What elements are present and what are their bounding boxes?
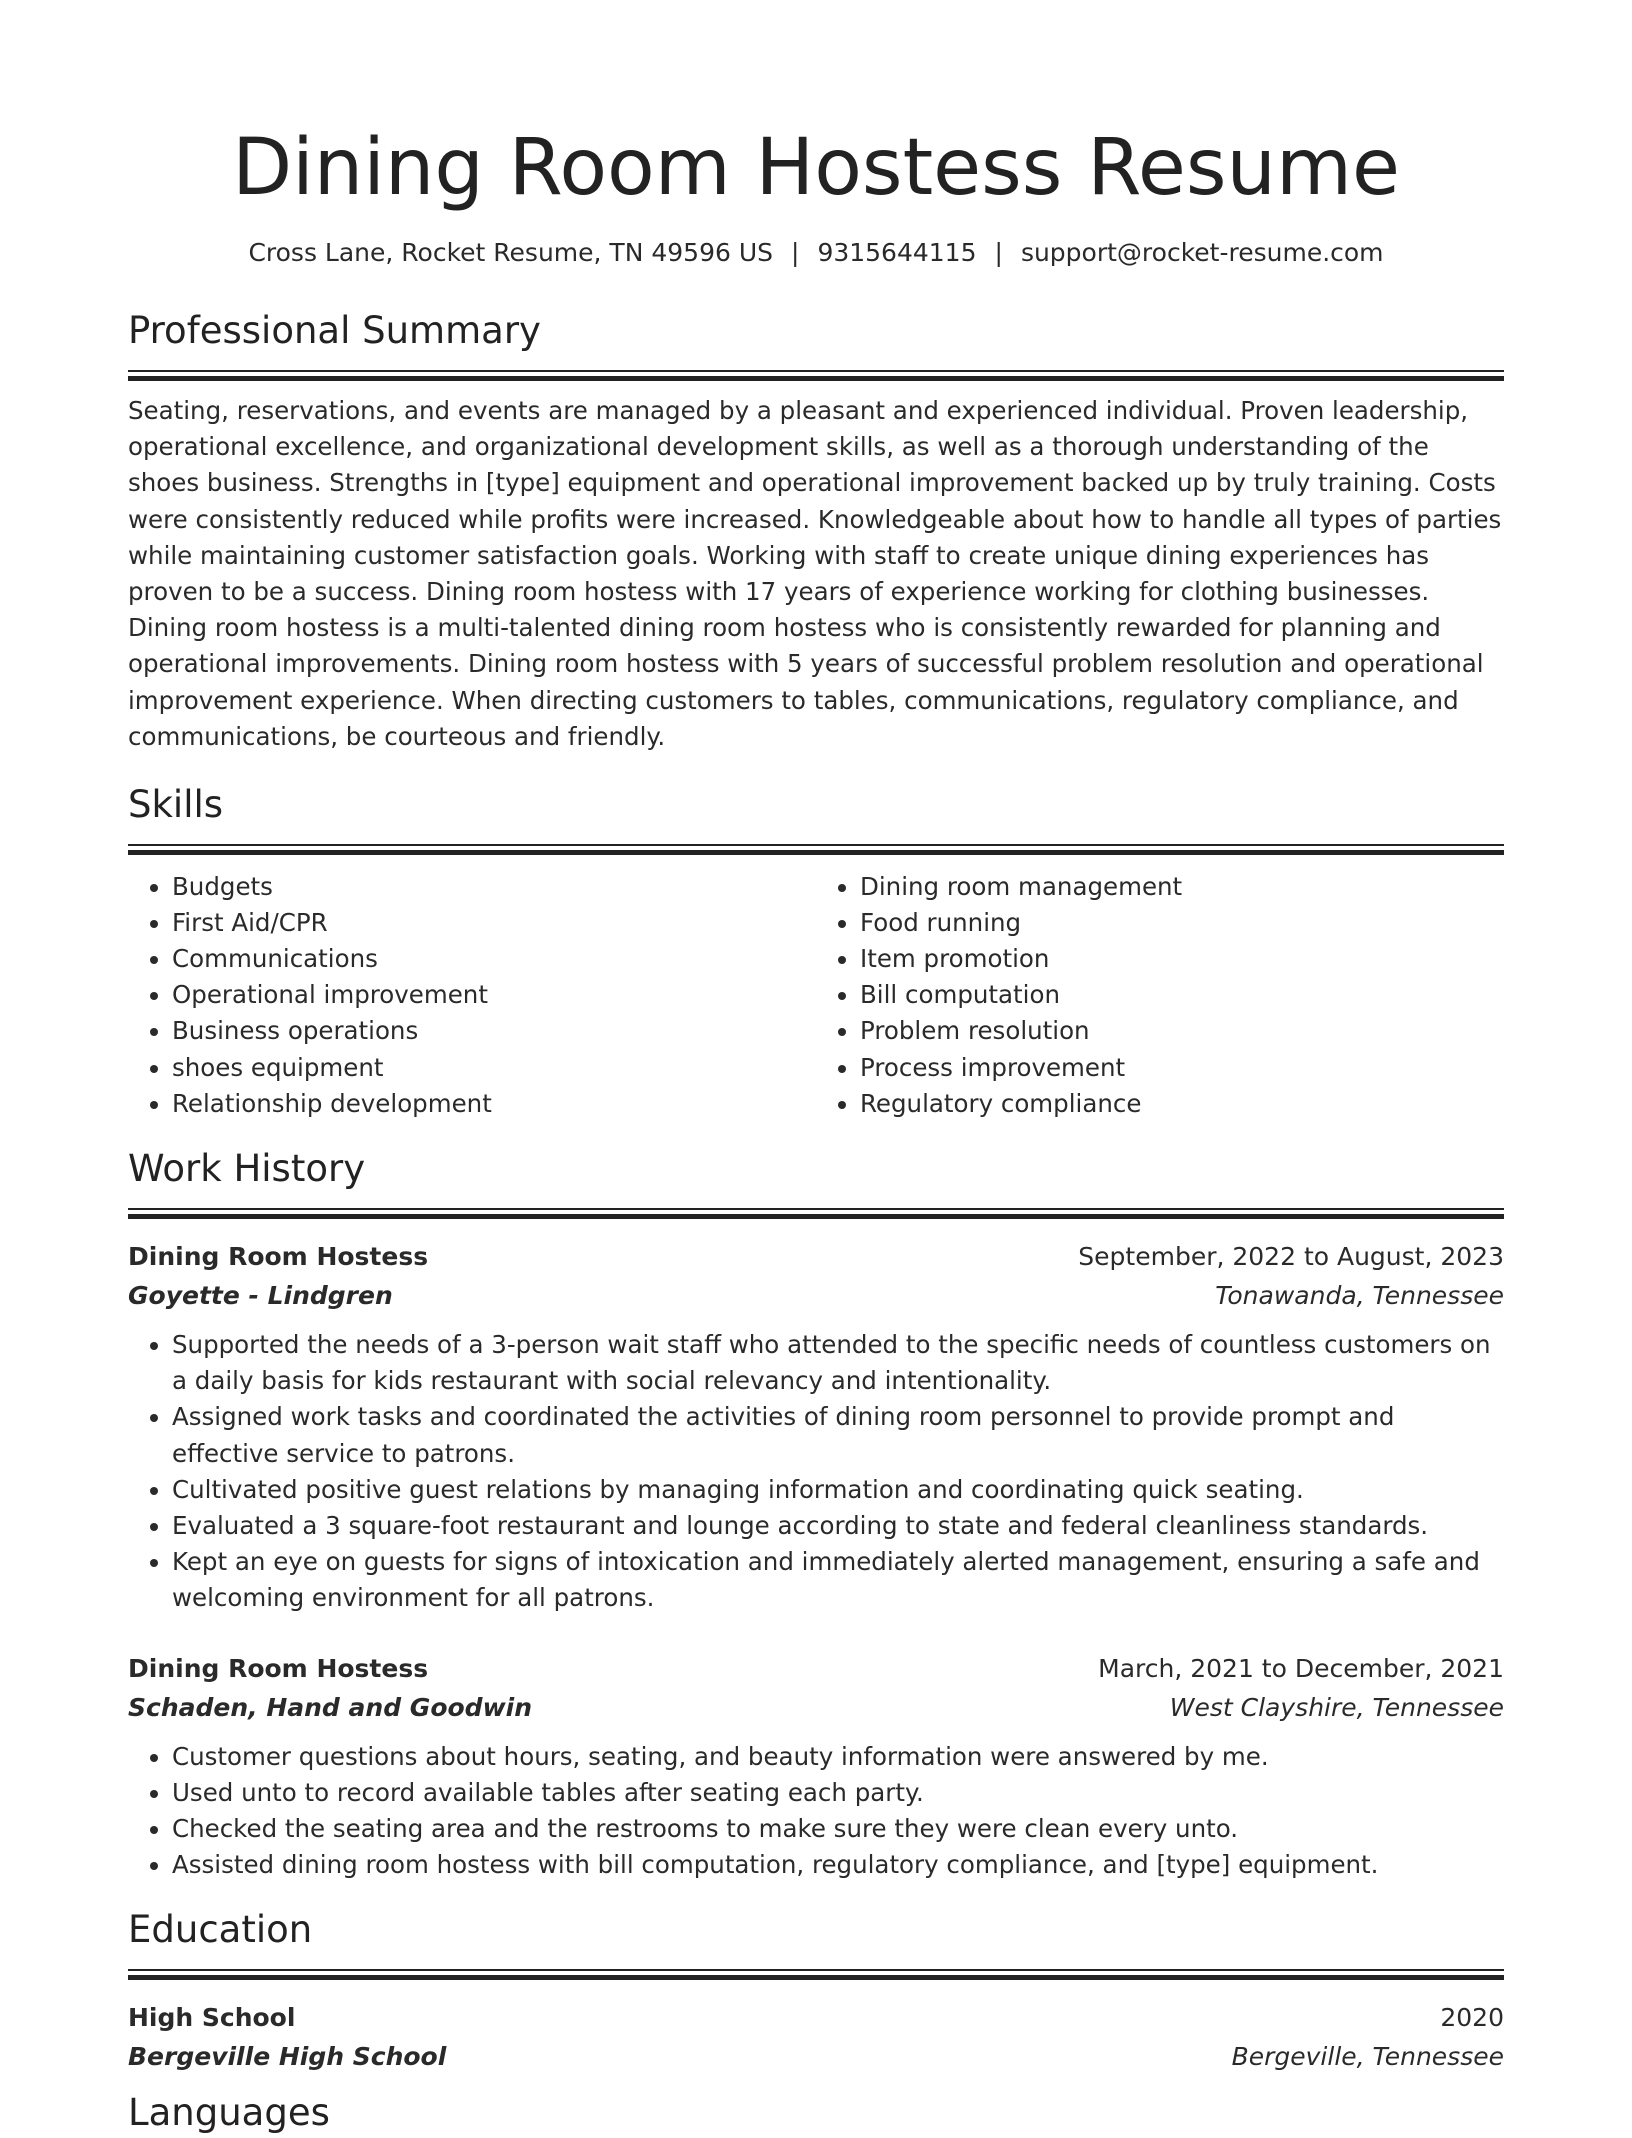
skill-item: • Food running xyxy=(860,905,1504,941)
job-entry xyxy=(128,1649,1504,1884)
skill-item: • Problem resolution xyxy=(860,1013,1504,1049)
section-title-summary: Professional Summary xyxy=(128,309,541,352)
job-bullet: • Assisted dining room hostess with bill computation, regulatory compliance, and [type] equipment. xyxy=(172,1847,1504,1883)
school-name: Bergeville High School xyxy=(128,2042,447,2072)
section-title-languages: Languages xyxy=(128,2091,330,2134)
contact-line xyxy=(128,236,1504,270)
section-title-work-history: Work History xyxy=(128,1146,366,1190)
skill-item: • Business operations xyxy=(172,1013,816,1049)
job-bullet: • Customer questions about hours, seating, and beauty information were answered by me. xyxy=(172,1739,1504,1775)
school-location: Bergeville, Tennessee xyxy=(1231,2042,1504,2072)
job-bullets xyxy=(128,1739,1504,1884)
job-title: Dining Room Hostess xyxy=(128,1653,429,1683)
skills-right-column xyxy=(816,869,1504,1122)
section-divider xyxy=(128,370,1504,381)
skill-item: • shoes equipment xyxy=(172,1050,816,1086)
skill-item: • Dining room management xyxy=(860,869,1504,905)
skill-item: • Operational improvement xyxy=(172,977,816,1013)
skill-item: • Process improvement xyxy=(860,1050,1504,1086)
section-title-education: Education xyxy=(128,1908,313,1952)
section-divider xyxy=(128,1969,1504,1980)
job-bullet: • Evaluated a 3 square-foot restaurant and lounge according to state and federal cleanliness standards. xyxy=(172,1508,1504,1544)
job-location: West Clayshire, Tennessee xyxy=(1169,1692,1504,1722)
job-bullet: • Supported the needs of a 3-person wait staff who attended to the specific needs of countless customers on a daily basis for kids restaurant with social relevancy and intentionality. xyxy=(172,1327,1504,1399)
summary-section xyxy=(128,306,1504,755)
separator: | xyxy=(791,238,800,267)
skill-item: • Budgets xyxy=(172,869,816,905)
job-title: Dining Room Hostess xyxy=(128,1241,429,1271)
company-name: Goyette - Lindgren xyxy=(128,1280,393,1310)
graduation-year: 2020 xyxy=(1440,2003,1504,2033)
separator: | xyxy=(994,238,1003,267)
education-entry xyxy=(128,1998,1504,2076)
phone: 9315644115 xyxy=(817,238,977,267)
job-bullet: • Kept an eye on guests for signs of intoxication and immediately alerted management, ensuring a safe and welcoming environment for all patrons. xyxy=(172,1544,1504,1616)
section-divider xyxy=(128,844,1504,855)
job-bullets xyxy=(128,1327,1504,1617)
job-bullet: • Used unto to record available tables after seating each party. xyxy=(172,1775,1504,1811)
company-name: Schaden, Hand and Goodwin xyxy=(128,1692,533,1722)
section-divider xyxy=(128,1208,1504,1219)
job-bullet: • Checked the seating area and the restrooms to make sure they were clean every unto. xyxy=(172,1811,1504,1847)
resume-title: Dining Room Hostess Resume xyxy=(232,123,1400,213)
job-bullet: • Cultivated positive guest relations by managing information and coordinating quick seating. xyxy=(172,1472,1504,1508)
resume-page xyxy=(128,118,1504,2076)
job-location: Tonawanda, Tennessee xyxy=(1215,1280,1504,1310)
job-dates: March, 2021 to December, 2021 xyxy=(1098,1653,1504,1683)
work-history-section xyxy=(128,1144,1504,1883)
skill-item: • Bill computation xyxy=(860,977,1504,1013)
skill-item: • Relationship development xyxy=(172,1086,816,1122)
skills-columns xyxy=(128,869,1504,1122)
skills-left-column xyxy=(128,869,816,1122)
email: support@rocket-resume.com xyxy=(1020,238,1384,267)
skill-item: • Communications xyxy=(172,941,816,977)
job-entry xyxy=(128,1237,1504,1617)
degree: High School xyxy=(128,2003,296,2033)
address: Cross Lane, Rocket Resume, TN 49596 US xyxy=(248,238,773,267)
skills-section xyxy=(128,780,1504,1122)
skill-item: • Item promotion xyxy=(860,941,1504,977)
summary-text: Seating, reservations, and events are managed by a pleasant and experienced individual. Proven leadership, operational excellence, and organizational development skills, as well as a thorough understanding of the shoes business. Strengths in [type] equipment and operational improvement backed up by truly training. Costs were consistently reduced while profits were increased. Knowledgeable about how to handle all types of parties while maintaining customer satisfaction goals. Working with staff to create unique dining experiences has proven to be a success. Dining room hostess with 17 years of experience working for clothing businesses. Dining room hostess is a multi-talented dining room hostess who is consistently rewarded for planning and operational improvements. Dining room hostess with 5 years of successful problem resolution and operational improvement experience. When directing customers to tables, communications, regulatory compliance, and communications, be courteous and friendly. xyxy=(128,396,1502,751)
skill-item: • Regulatory compliance xyxy=(860,1086,1504,1122)
section-title-skills: Skills xyxy=(128,782,224,826)
education-section xyxy=(128,1905,1504,2076)
skill-item: • First Aid/CPR xyxy=(172,905,816,941)
job-bullet: • Assigned work tasks and coordinated the activities of dining room personnel to provide prompt and effective service to patrons. xyxy=(172,1399,1504,1471)
job-dates: September, 2022 to August, 2023 xyxy=(1078,1241,1504,1271)
